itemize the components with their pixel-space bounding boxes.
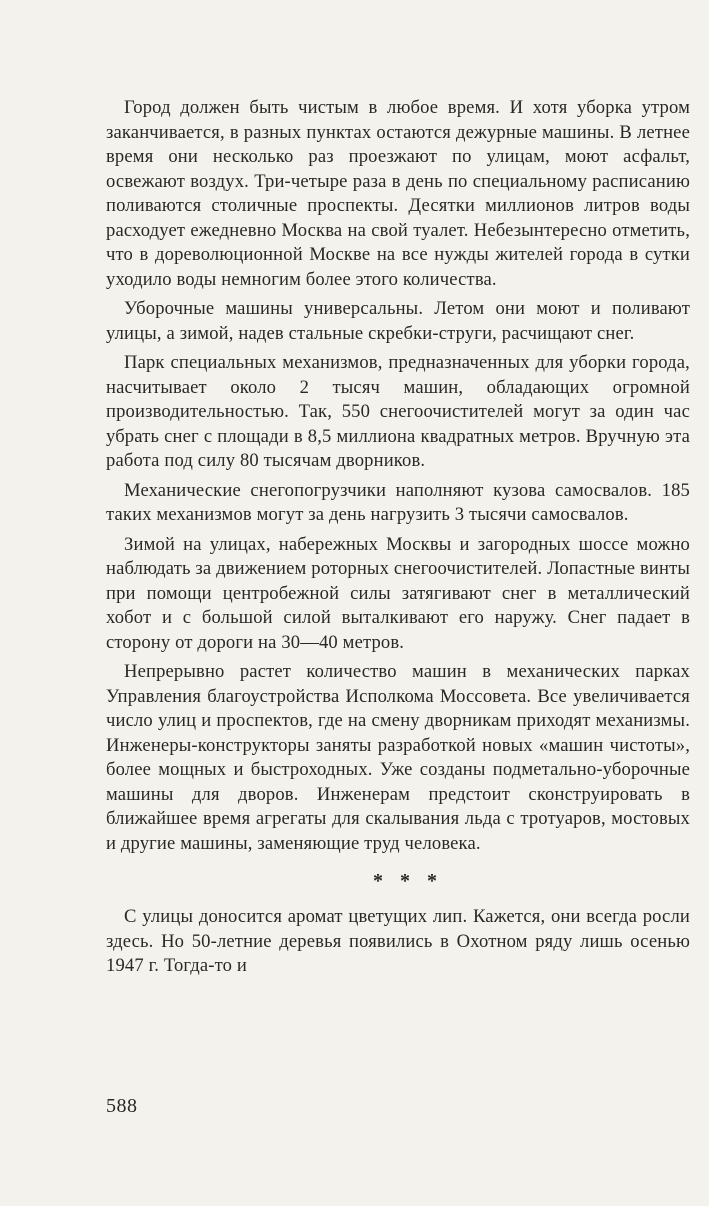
page-number: 588 [106,1095,138,1117]
page-body [106,96,690,984]
paragraph-rotary-snowplows: Зимой на улицах, набережных Москвы и загородных шоссе можно наблюдать за движением роторных снегоочистителей. Лопастные винты при помощи центробежной силы затягивают снег в металлический хобот и с большой силой выталкивают его наружу. Снег падает в сторону от дороги на 30—40 метров. [106,533,690,653]
paragraph-snow-loaders: Механические снегопогрузчики наполняют кузова самосвалов. 185 таких механизмов могут за день нагрузить 3 тысячи самосвалов. [106,479,690,525]
paragraph-linden-trees: С улицы доносится аромат цветущих лип. Кажется, они всегда росли здесь. Но 50-летние деревья появились в Охотном ряду лишь осенью 1947 г. Тогда-то и [106,906,690,976]
paragraph-mechanical-parks: Непрерывно растет количество машин в механических парках Управления благоустройства Исполкома Моссовета. Все увеличивается число улиц и проспектов, где на смену дворникам приходят механизмы. Инженеры-конструкторы заняты разработкой новых «машин чистоты», более мощных и быстроходных. Уже созданы подметально-уборочные машины для дворов. Инженерам предстоит сконструировать в ближайшее время агрегаты для скалывания льда с тротуаров, мостовых и другие машины, заменяющие труд человека. [106,661,690,854]
paragraph-machine-park: Парк специальных механизмов, предназначенных для уборки города, насчитывает около 2 тысяч машин, обладающих огромной производительностью. Так, 550 снегоочистителей могут за один час убрать снег с площади в 8,5 миллиона квадратных метров. Вручную эта работа под силу 80 тысячам дворников. [106,352,690,471]
paragraph-street-cleaning: Город должен быть чистым в любое время. И хотя уборка утром заканчивается, в разных пунктах остаются дежурные машины. В летнее время они несколько раз проезжают по улицам, моют асфальт, освежают воздух. Три-четыре раза в день по специальному расписанию поливаются столичные проспекты. Десятки миллионов литров воды расходует ежедневно Москва на свой туалет. Небезынтересно отметить, что в дореволюционной Москве на все нужды жителей города в сутки уходило воды немногим более этого количества. [106,97,690,290]
paragraph-universal-machines: Уборочные машины универсальны. Летом они моют и поливают улицы, а зимой, надев стальные скребки-струги, расчищают снег. [106,298,690,344]
section-separator: * * * [373,870,443,892]
